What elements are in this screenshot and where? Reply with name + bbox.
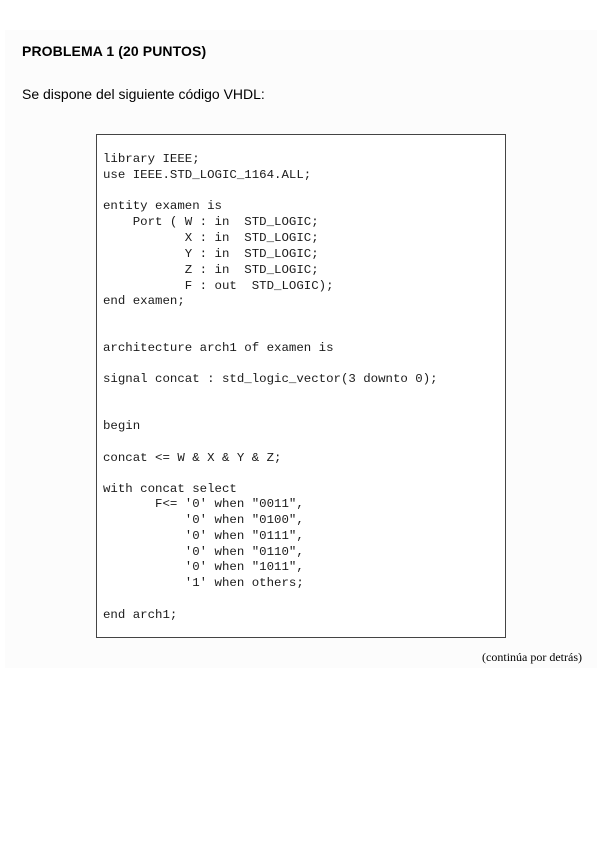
code-line: concat <= W & X & Y & Z;: [103, 451, 282, 465]
code-line: end arch1;: [103, 608, 178, 622]
code-line: '0' when "1011",: [103, 560, 304, 574]
code-line: F : out STD_LOGIC);: [103, 279, 334, 293]
problem-intro: Se dispone del siguiente código VHDL:: [22, 86, 265, 102]
code-line: '0' when "0110",: [103, 545, 304, 559]
code-line: Port ( W : in STD_LOGIC;: [103, 215, 319, 229]
code-line: X : in STD_LOGIC;: [103, 231, 319, 245]
code-line: '0' when "0100",: [103, 513, 304, 527]
code-line: begin: [103, 419, 141, 433]
code-line: '1' when others;: [103, 576, 304, 590]
code-line: F<= '0' when "0011",: [103, 497, 304, 511]
vhdl-code-box: [96, 134, 506, 638]
code-line: Y : in STD_LOGIC;: [103, 247, 319, 261]
code-line: '0' when "0111",: [103, 529, 304, 543]
code-line: entity examen is: [103, 199, 222, 213]
code-line: Z : in STD_LOGIC;: [103, 263, 319, 277]
code-line: signal concat : std_logic_vector(3 downto 0);: [103, 372, 438, 386]
continuation-note: (continúa por detrás): [482, 650, 582, 664]
problem-title: PROBLEMA 1 (20 PUNTOS): [22, 43, 207, 59]
code-line: end examen;: [103, 294, 185, 308]
code-line: architecture arch1 of examen is: [103, 341, 334, 355]
code-line: library IEEE;: [103, 152, 200, 166]
code-line: with concat select: [103, 482, 237, 496]
code-line: use IEEE.STD_LOGIC_1164.ALL;: [103, 168, 312, 182]
